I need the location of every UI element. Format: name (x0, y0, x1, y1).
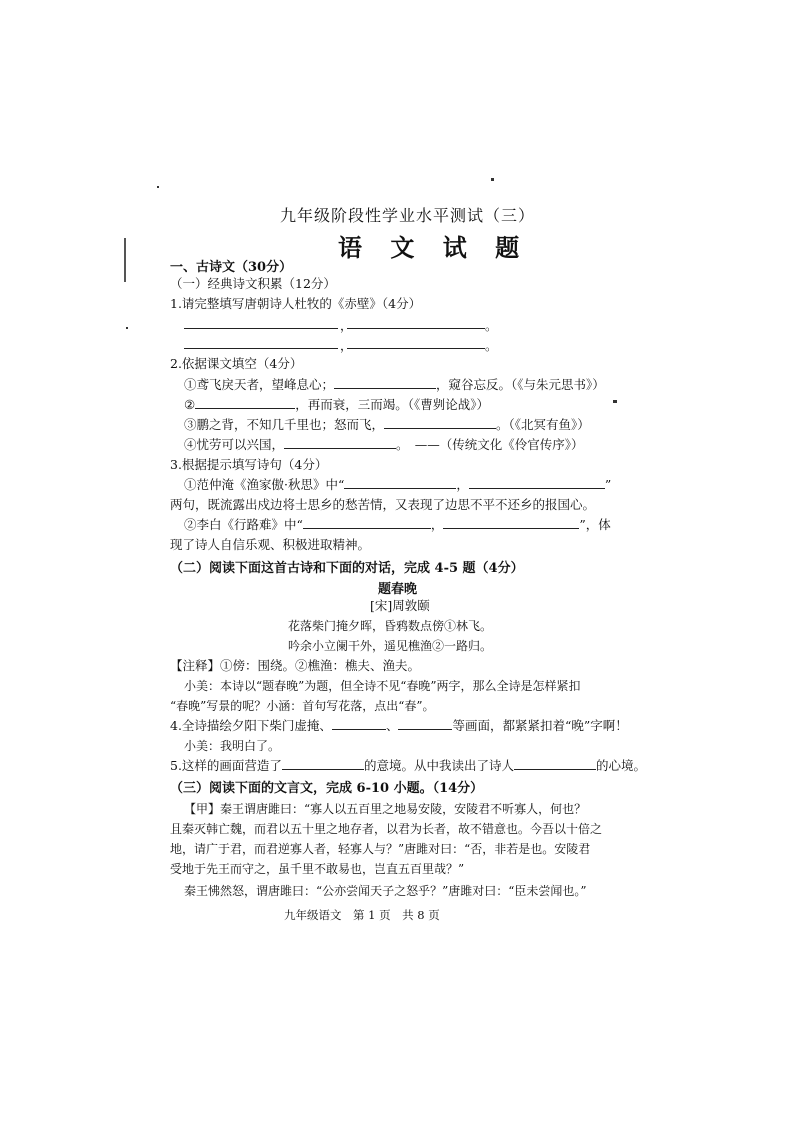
classical-text-line-5: 秦王怫然怒，谓唐雎曰：“公亦尝闻天子之怒乎？”唐雎对曰：“臣未尝闻也。” (184, 884, 587, 898)
answer-blank (334, 376, 436, 389)
question-4-mid: 、 (385, 718, 399, 733)
q2-item-3-pre: ③鹏之背，不知几千里也；怒而飞， (184, 417, 385, 432)
answer-blank (284, 436, 396, 449)
question-5 (170, 756, 646, 776)
answer-blank (195, 396, 295, 409)
question-2: 2.依据课文填空（4分） (170, 356, 303, 371)
q2-item-2 (184, 395, 489, 415)
page-footer: 九年级语文 第 1 页 共 8 页 (284, 908, 440, 922)
classical-text-line-4: 受地于先王而守之，虽千里不敢易也，岂直五百里哉？” (170, 862, 465, 876)
scan-speck (491, 178, 494, 181)
q3-item-2-pre: ②李白《行路难》中“ (184, 517, 303, 532)
classical-text-line-3: 地，请广于君，而君逆寡人者，轻寡人与？”唐雎对曰：“否，非若是也。安陵君 (170, 842, 591, 856)
q3-item-1-pre: ①范仲淹《渔家傲·秋思》中“ (184, 477, 345, 492)
q3-item-2 (184, 515, 611, 535)
answer-blank (384, 416, 496, 429)
q2-item-1-pre: ①鸢飞戾天者，望峰息心； (184, 377, 335, 392)
question-5-pre: 5.这样的画面营造了 (170, 758, 282, 773)
answer-blank (344, 476, 456, 489)
poem-line-2: 吟余小立阑干外，遥见樵渔②一路归。 (288, 639, 493, 653)
question-4-pre: 4.全诗描绘夕阳下柴门虚掩、 (170, 718, 332, 733)
answer-blank (332, 717, 386, 730)
period: 。 (485, 318, 498, 333)
answer-blank (184, 328, 338, 329)
answer-blank (347, 348, 485, 349)
q2-item-4-pre: ④忧劳可以兴国， (184, 437, 285, 452)
q3-item-1-end: ” (604, 477, 612, 492)
poem-title: 题春晚 (378, 582, 418, 597)
q2-item-1-post: ，窥谷忘反。（《与朱元思书》） (436, 377, 605, 392)
q3-item-1-mid: ， (456, 477, 469, 492)
period: 。 (485, 338, 498, 353)
exam-title: 语 文 试 题 (338, 233, 530, 262)
question-5-mid: 的意境。从中我读出了诗人 (363, 758, 514, 773)
poem-author: [宋]周敦颐 (370, 598, 430, 613)
q3-item-2-mid: ， (430, 517, 444, 532)
question-4-post: 等画面，都紧紧扣着“晚”字啊！ (452, 718, 628, 733)
dialog-line-2: “春晚”写景的呢？小涵：首句写花落，点出“春”。 (170, 699, 435, 713)
q2-item-4 (184, 435, 584, 455)
classical-text-line-1: 【甲】秦王谓唐雎曰：“寡人以五百里之地易安陵，安陵君不听寡人，何也？ (184, 802, 587, 816)
q2-item-1 (184, 375, 605, 395)
section-heading-1: 一、古诗文（30分） (170, 260, 293, 275)
section-heading-2: （二）阅读下面这首古诗和下面的对话，完成 4-5 题（4分） (170, 561, 524, 576)
question-5-post: 的心境。 (595, 758, 646, 773)
scan-speck (126, 327, 128, 329)
answer-blank (469, 476, 605, 489)
q3-item-2-end: ”，体 (579, 517, 611, 532)
answer-blank (514, 757, 596, 770)
comma: ， (340, 318, 353, 333)
q2-item-3 (184, 415, 590, 435)
subsection-heading-1: （一）经典诗文积累（12分） (170, 276, 336, 291)
answer-blank (443, 516, 579, 529)
scan-mark (124, 238, 126, 282)
q3-item-1 (184, 475, 611, 495)
comma: ， (340, 338, 353, 353)
section-heading-3: （三）阅读下面的文言文，完成 6-10 小题。（14分） (170, 781, 484, 796)
answer-blank (398, 717, 452, 730)
answer-blank (184, 348, 338, 349)
q2-item-4-post: 。 ——（传统文化《伶官传序》） (396, 437, 584, 452)
q3-item-2-continued: 现了诗人自信乐观、积极进取精神。 (170, 537, 371, 552)
q3-item-1-continued: 两句，既流露出戍边将士思乡的愁苦情，又表现了边思不平不还乡的报国心。 (170, 497, 596, 512)
exam-subtitle: 九年级阶段性学业水平测试（三） (280, 206, 536, 225)
answer-blank (303, 516, 431, 529)
scan-speck (157, 186, 159, 188)
scan-speck (613, 400, 617, 403)
question-4 (170, 716, 628, 736)
q2-item-2-pre: ② (184, 397, 196, 412)
answer-blank (347, 328, 485, 329)
classical-text-line-2: 且秦灭韩亡魏，而君以五十里之地存者，以君为长者，故不错意也。今吾以十倍之 (170, 822, 603, 836)
question-3: 3.根据提示填写诗句（4分） (170, 457, 328, 472)
answer-blank (282, 757, 364, 770)
poem-line-1: 花落柴门掩夕晖，昏鸦数点傍①林飞。 (288, 619, 493, 633)
poem-note: 【注释】①傍：围绕。②樵渔：樵夫、渔夫。 (170, 658, 421, 673)
q2-item-2-post: ，再而衰，三而竭。（《曹刿论战》） (295, 397, 489, 412)
question-1: 1.请完整填写唐朝诗人杜牧的《赤壁》（4分） (170, 296, 422, 311)
dialog-reply: 小美：我明白了。 (184, 739, 281, 753)
q2-item-3-post: 。（《北冥有鱼》） (496, 417, 590, 432)
dialog-line-1: 小美：本诗以“题春晚”为题，但全诗不见“春晚”两字，那么全诗是怎样紧扣 (184, 679, 581, 693)
